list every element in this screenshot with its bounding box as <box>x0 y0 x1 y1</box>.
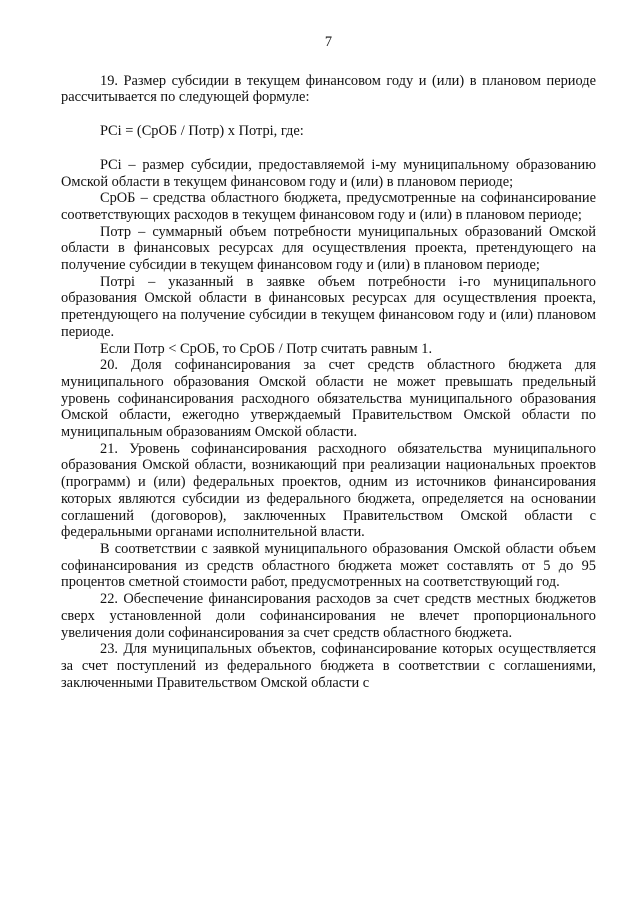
definition-potri: Потрi – указанный в заявке объем потребности i-го муниципального образования Омской области в финансовых ресурсах для осуществления проекта, претендующего на получение субсидии в текущем финансовом году и (или) плановом периоде. <box>61 273 596 340</box>
paragraph-21-cont: В соответствии с заявкой муниципального образования Омской области объем софинансирования из средств областного бюджета может составлять от 5 до 95 процентов сметной стоимости работ, предусмотренных на соответствующий год. <box>61 540 596 591</box>
formula: PCi = (СрОБ / Потр) х Потрi, где: <box>100 123 304 140</box>
definition-pci: PCi – размер субсидии, предоставляемой i-му муниципальному образованию Омской области в текущем финансовом году и (или) в плановом периоде; <box>61 156 596 190</box>
paragraph-19: 19. Размер субсидии в текущем финансовом году и (или) в плановом периоде рассчитывается по следующей формуле: <box>61 72 596 106</box>
paragraph-20: 20. Доля софинансирования за счет средств областного бюджета для муниципального образования Омской области не может превышать предельный уровень софинансирования расходного обязательства муниципального образования Омской области, ежегодно утверждаемый Правительством Омской области по муниципальным образованиям Омской области. <box>61 357 596 441</box>
condition-text: Если Потр < СрОБ, то СрОБ / Потр считать равным 1. <box>100 340 433 357</box>
definition-srob: СрОБ – средства областного бюджета, предусмотренные на софинансирование соответствующих расходов в текущем финансовом году и (или) в плановом периоде; <box>61 190 596 223</box>
paragraph-21: 21. Уровень софинансирования расходного обязательства муниципального образования Омской области, возникающий при реализации национальных проектов (программ) и (или) федеральных проектов, одним из источников финансирования которых являются субсидии из федерального бюджета, определяется на основании соглашений (договоров), заключенных Правительством Омской области с федеральными органами исполнительной власти. <box>61 440 596 541</box>
paragraph-22: 22. Обеспечение финансирования расходов за счет средств местных бюджетов сверх установленной доли софинансирования не влечет пропорционального увеличения доли софинансирования за счет средств областного бюджета. <box>61 591 596 641</box>
definition-potr: Потр – суммарный объем потребности муниципальных образований Омской области в финансовых ресурсах для осуществления проекта, претендующего на получение субсидии в текущем финансовом году и (или) в плановом периоде; <box>61 223 596 274</box>
paragraph-23: 23. Для муниципальных объектов, софинансирование которых осуществляется за счет поступлений из федерального бюджета в соответствии с соглашениями, заключенными Правительством Омской области с <box>61 641 596 691</box>
page-number: 7 <box>324 34 333 50</box>
